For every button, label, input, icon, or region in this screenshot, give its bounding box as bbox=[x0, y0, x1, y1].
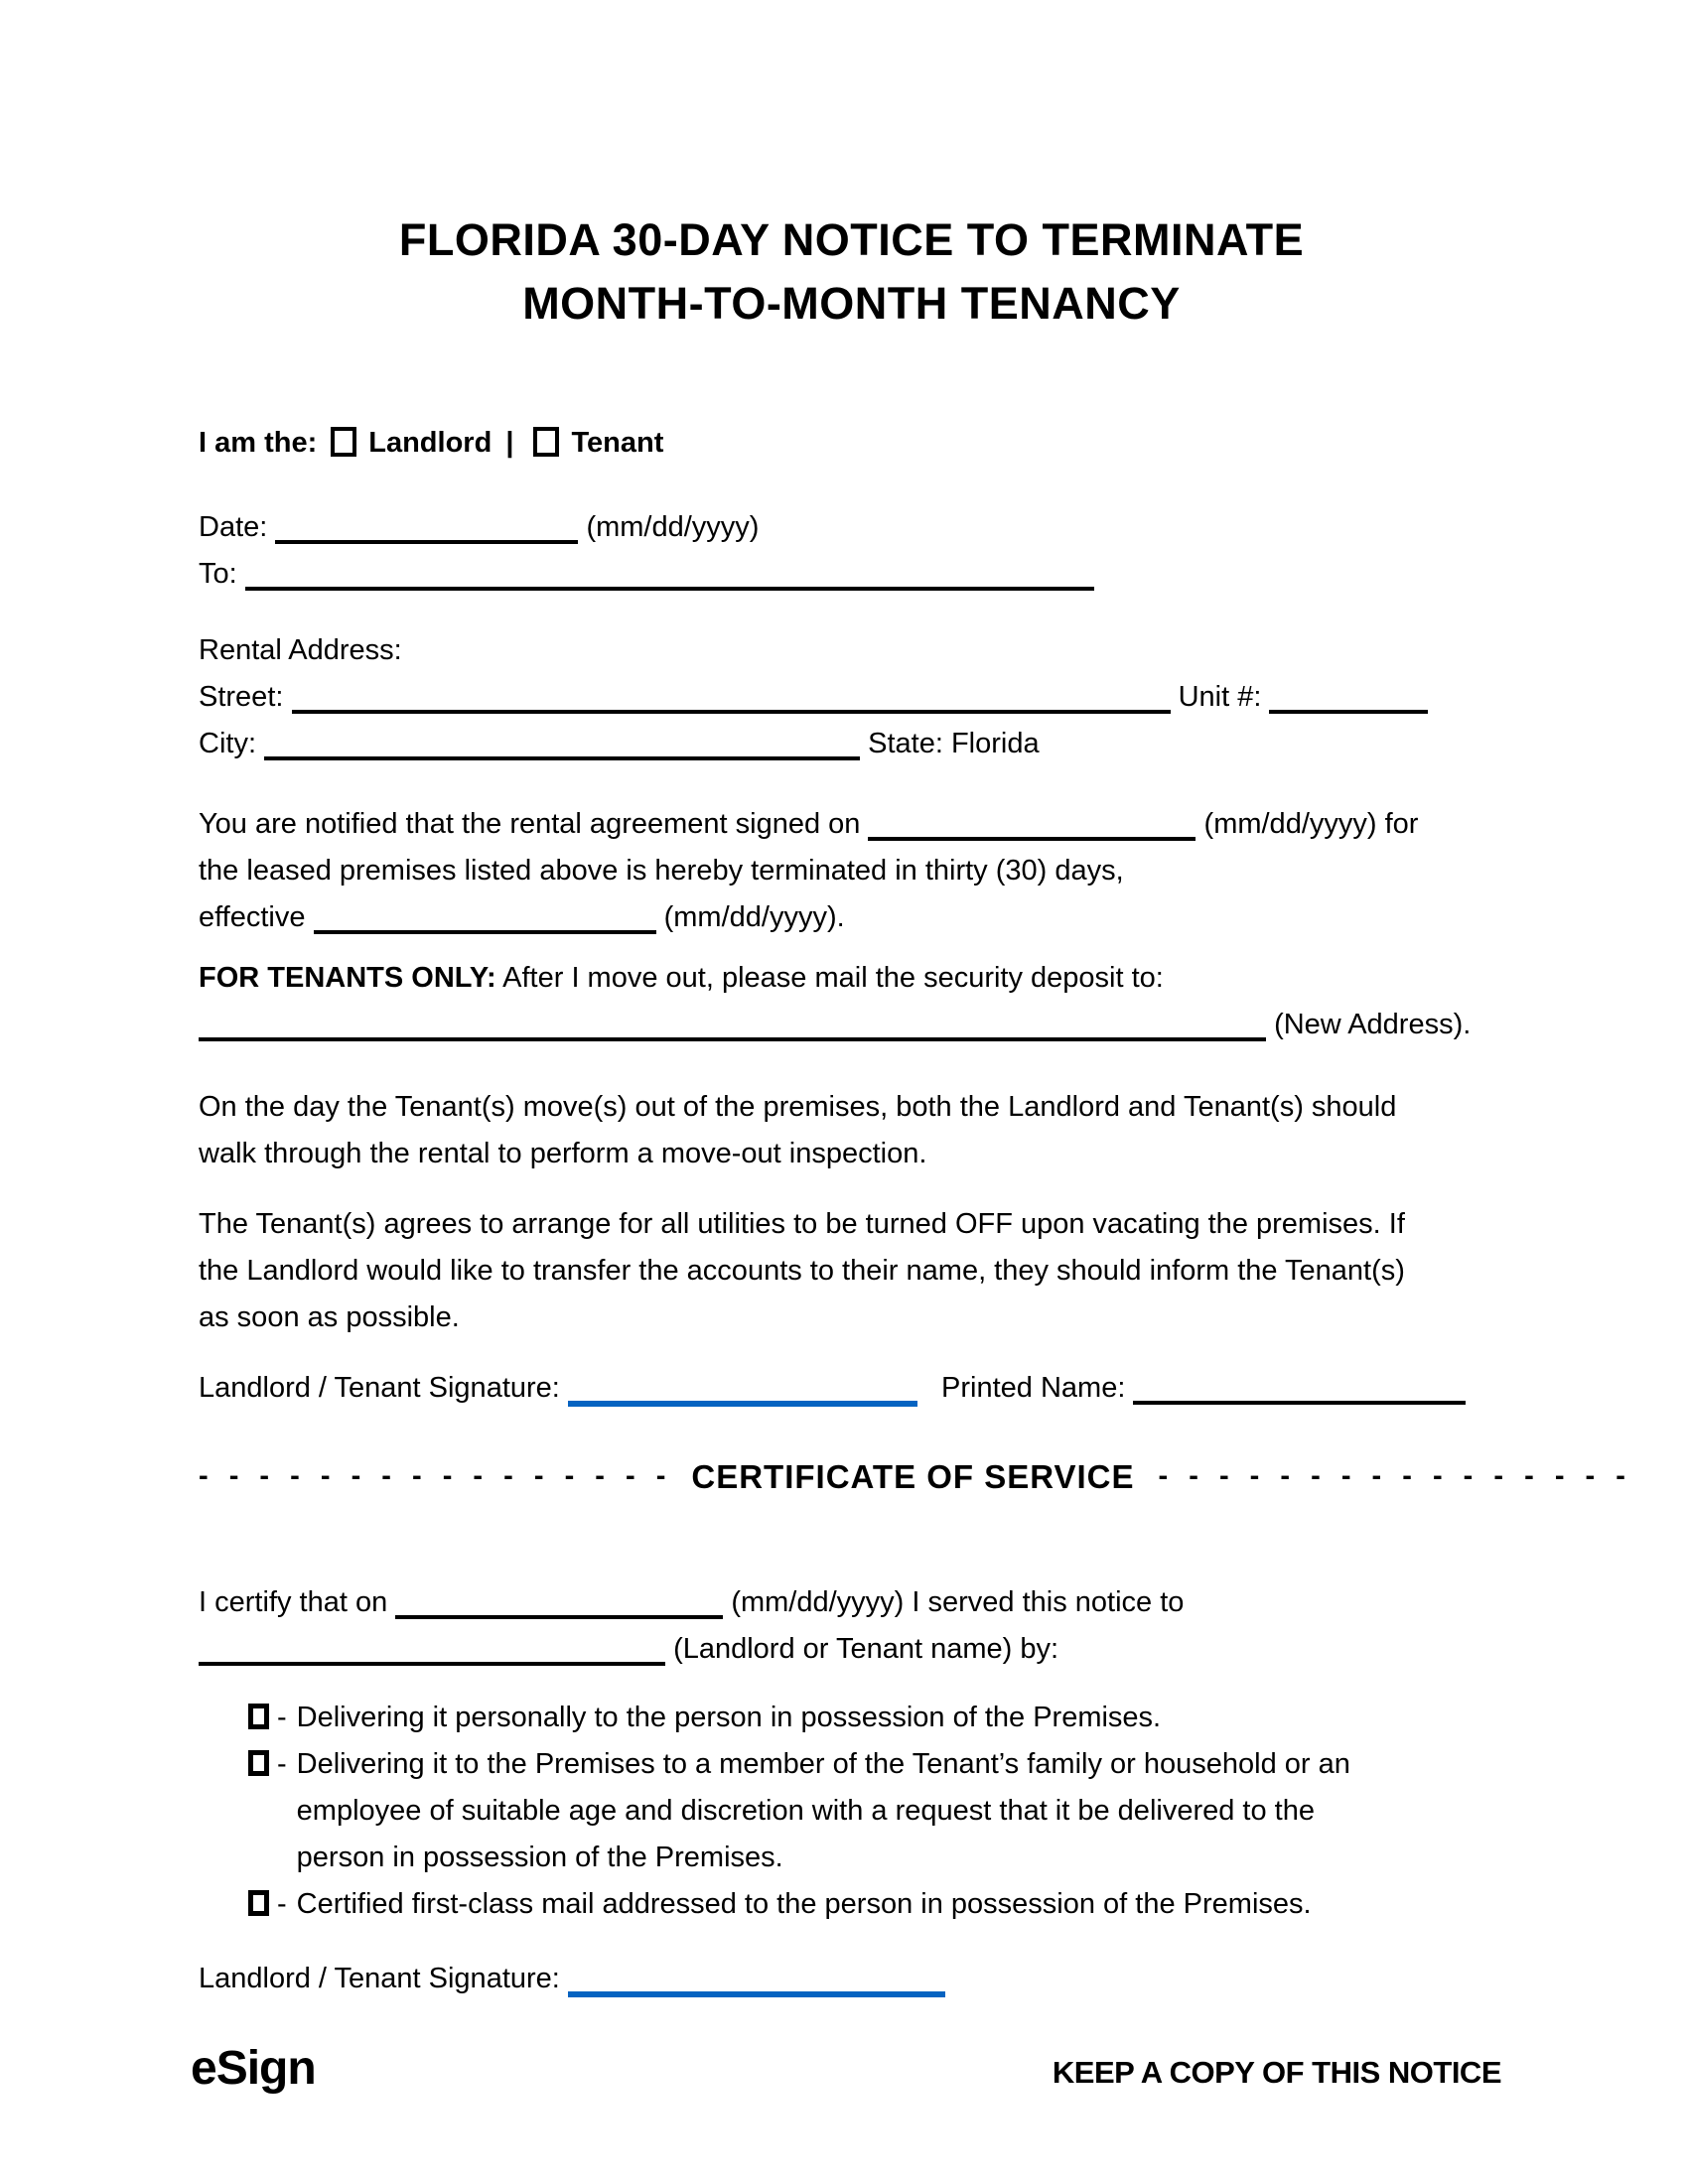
rental-address-heading: Rental Address: bbox=[199, 634, 402, 666]
method-personal-delivery-checkbox[interactable] bbox=[248, 1704, 269, 1729]
date-format-hint: (mm/dd/yyyy) bbox=[586, 511, 760, 543]
unit-label: Unit #: bbox=[1178, 681, 1262, 713]
effective-label: effective bbox=[199, 901, 306, 933]
final-signature-field[interactable] bbox=[568, 1991, 945, 1997]
to-label: To: bbox=[199, 558, 237, 590]
certify-statement bbox=[199, 1579, 1504, 1673]
service-method-item bbox=[248, 1695, 1504, 1741]
served-to-blank[interactable] bbox=[199, 1662, 665, 1666]
divider-dashes-left: - - - - - - - - - - - - - - - - bbox=[199, 1460, 668, 1492]
method-family-delivery-line1: Delivering it to the Premises to a member of the Tenant’s family or household or an bbox=[296, 1748, 1350, 1780]
inspection-line2: walk through the rental to perform a move-out inspection. bbox=[199, 1138, 927, 1169]
certificate-of-service-heading: CERTIFICATE OF SERVICE bbox=[691, 1458, 1135, 1495]
method-family-delivery-line3: person in possession of the Premises. bbox=[296, 1842, 783, 1873]
service-method-item bbox=[248, 1741, 1504, 1881]
date-row bbox=[199, 504, 1504, 551]
method-family-delivery-line2: employee of suitable age and discretion with a request that it be delivered to the bbox=[296, 1795, 1315, 1827]
tenant-label: Tenant bbox=[571, 427, 664, 459]
signature-label: Landlord / Tenant Signature: bbox=[199, 1372, 560, 1404]
service-method-item bbox=[248, 1881, 1504, 1928]
esign-logo: eSign bbox=[191, 2042, 316, 2095]
identity-separator: | bbox=[505, 427, 514, 459]
for-tenants-only-label: FOR TENANTS ONLY: bbox=[199, 962, 496, 994]
notice-line1-hint: (mm/dd/yyyy) for bbox=[1203, 808, 1419, 840]
city-label: City: bbox=[199, 728, 256, 759]
method-personal-delivery-text: Delivering it personally to the person in possession of the Premises. bbox=[296, 1702, 1162, 1733]
signature-row bbox=[199, 1365, 1504, 1412]
title-line-2: MONTH-TO-MONTH TENANCY bbox=[522, 278, 1181, 329]
certify-date-blank[interactable] bbox=[395, 1615, 723, 1619]
street-blank[interactable] bbox=[292, 710, 1171, 714]
effective-date-blank[interactable] bbox=[314, 930, 656, 934]
new-address-hint: (New Address). bbox=[1274, 1009, 1472, 1040]
notice-line1-text: You are notified that the rental agreement signed on bbox=[199, 808, 861, 840]
service-method-list bbox=[199, 1695, 1504, 1928]
utilities-line1: The Tenant(s) agrees to arrange for all utilities to be turned OFF upon vacating the premises. If bbox=[199, 1208, 1405, 1240]
to-row bbox=[199, 551, 1504, 598]
item-dash: - bbox=[277, 1702, 287, 1733]
final-signature-row bbox=[199, 1956, 1504, 2002]
city-row bbox=[199, 721, 1504, 767]
to-blank[interactable] bbox=[245, 587, 1094, 591]
served-to-hint: (Landlord or Tenant name) by: bbox=[673, 1633, 1059, 1665]
identity-row bbox=[199, 420, 1504, 467]
method-certified-mail-text: Certified first-class mail addressed to the person in possession of the Premises. bbox=[296, 1888, 1312, 1920]
utilities-line3: as soon as possible. bbox=[199, 1301, 460, 1333]
state-label: State: bbox=[868, 728, 943, 759]
street-row bbox=[199, 674, 1504, 721]
certificate-of-service-divider bbox=[199, 1453, 1627, 1500]
inspection-line1: On the day the Tenant(s) move(s) out of the premises, both the Landlord and Tenant(s) should bbox=[199, 1091, 1397, 1123]
date-blank[interactable] bbox=[275, 540, 578, 544]
printed-name-label: Printed Name: bbox=[941, 1372, 1126, 1404]
agreement-date-blank[interactable] bbox=[868, 837, 1196, 841]
title-line-1: FLORIDA 30-DAY NOTICE TO TERMINATE bbox=[398, 214, 1305, 265]
item-dash: - bbox=[277, 1748, 287, 1780]
printed-name-blank[interactable] bbox=[1133, 1401, 1466, 1405]
divider-dashes-right: - - - - - - - - - - - - - - - - bbox=[1158, 1460, 1627, 1492]
document-title bbox=[199, 208, 1504, 336]
method-certified-mail-checkbox[interactable] bbox=[248, 1890, 269, 1916]
utilities-paragraph bbox=[199, 1201, 1504, 1341]
final-signature-label: Landlord / Tenant Signature: bbox=[199, 1963, 560, 1994]
state-value: Florida bbox=[950, 728, 1040, 759]
notice-paragraph bbox=[199, 801, 1504, 941]
i-am-the-label: I am the: bbox=[199, 427, 318, 459]
notice-line2: the leased premises listed above is hereby terminated in thirty (30) days, bbox=[199, 855, 1124, 887]
keep-copy-notice: KEEP A COPY OF THIS NOTICE bbox=[1052, 2055, 1501, 2090]
unit-blank[interactable] bbox=[1269, 710, 1428, 714]
tenants-only-paragraph bbox=[199, 955, 1504, 1048]
landlord-label: Landlord bbox=[368, 427, 492, 459]
landlord-checkbox[interactable] bbox=[331, 427, 356, 457]
city-blank[interactable] bbox=[264, 756, 860, 760]
tenants-only-text: After I move out, please mail the security deposit to: bbox=[502, 962, 1164, 994]
effective-date-hint: (mm/dd/yyyy). bbox=[663, 901, 845, 933]
inspection-paragraph bbox=[199, 1084, 1504, 1177]
date-label: Date: bbox=[199, 511, 268, 543]
item-dash: - bbox=[277, 1888, 287, 1920]
certify-text: I certify that on bbox=[199, 1586, 388, 1618]
certify-date-hint: (mm/dd/yyyy) I served this notice to bbox=[731, 1586, 1185, 1618]
tenant-checkbox[interactable] bbox=[533, 427, 559, 457]
method-family-delivery-checkbox[interactable] bbox=[248, 1750, 269, 1776]
signature-field[interactable] bbox=[568, 1401, 917, 1407]
new-address-blank[interactable] bbox=[199, 1037, 1266, 1041]
street-label: Street: bbox=[199, 681, 284, 713]
utilities-line2: the Landlord would like to transfer the accounts to their name, they should inform the Tenant(s) bbox=[199, 1255, 1405, 1287]
